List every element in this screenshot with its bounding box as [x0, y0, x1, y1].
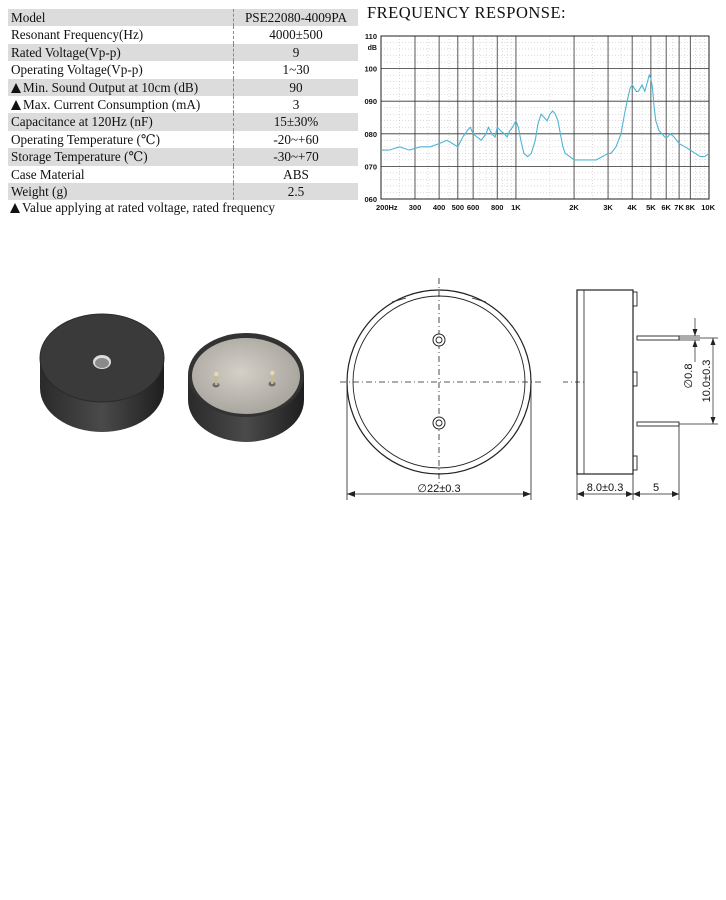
- pin-icon: [637, 336, 679, 340]
- spec-row: [8, 26, 358, 43]
- spec-row: [8, 44, 358, 61]
- spec-row: [8, 113, 358, 130]
- x-tick-label: 500: [451, 203, 465, 212]
- spec-label-cell: [8, 166, 234, 183]
- x-tick-label: 8K: [685, 203, 696, 212]
- spec-value: 15±30%: [234, 113, 359, 130]
- spec-label: Capacitance at 120Hz (nF): [11, 114, 153, 130]
- spec-value: 3: [234, 96, 359, 113]
- x-tick-label: 4K: [627, 203, 637, 212]
- y-tick-label: 080: [364, 129, 377, 139]
- spec-label-cell: [8, 148, 234, 165]
- pin-hole-icon: [433, 417, 445, 429]
- spec-value: 4000±500: [234, 26, 359, 43]
- spec-row: [8, 131, 358, 148]
- product-photos: [30, 300, 320, 460]
- spec-label-cell: [8, 44, 234, 61]
- spec-label-cell: [8, 131, 234, 148]
- front-view-drawing: [330, 272, 550, 507]
- chart-title: FREQUENCY RESPONSE:: [367, 3, 567, 22]
- y-axis-label: dB: [367, 45, 377, 52]
- spec-value: 2.5: [234, 183, 359, 200]
- table-footnote: [10, 200, 275, 216]
- x-tick-label: 1K: [511, 203, 521, 212]
- spec-value: -30~+70: [234, 148, 359, 165]
- x-tick-label: 600: [466, 203, 480, 212]
- side-view-drawing: [555, 272, 725, 507]
- x-tick-label: 3K: [603, 203, 613, 212]
- spec-label: Model: [11, 10, 46, 25]
- warning-triangle-icon: [11, 100, 21, 110]
- x-tick-label: 6K: [661, 203, 671, 212]
- spec-value: PSE22080-4009PA: [234, 9, 359, 26]
- spec-value: 90: [234, 79, 359, 96]
- dimension-diameter: ∅22±0.3: [417, 483, 461, 495]
- spec-label: Rated Voltage(Vp-p): [11, 44, 121, 60]
- spec-label: Storage Temperature (℃): [11, 149, 148, 165]
- spec-label-cell: [8, 9, 234, 26]
- spec-row: [8, 61, 358, 78]
- footnote-text: Value applying at rated voltage, rated frequency: [22, 200, 276, 215]
- spec-row: [8, 96, 358, 113]
- y-tick-label: 110: [364, 32, 377, 41]
- spec-value: ABS: [234, 166, 359, 183]
- response-curve: [381, 75, 709, 160]
- dimension-height: 8.0±0.3: [586, 482, 624, 494]
- spec-row: [8, 166, 358, 183]
- warning-triangle-icon: [10, 203, 20, 213]
- x-tick-label: 200Hz: [376, 203, 398, 212]
- dimension-pin-length: 5: [652, 482, 660, 494]
- chart-axes: [364, 32, 715, 212]
- plot-frame: [381, 36, 709, 199]
- x-tick-label: 300: [408, 203, 422, 212]
- spec-label-cell: [8, 61, 234, 78]
- spec-table-body: [8, 9, 358, 200]
- x-tick-label: 7K: [674, 203, 684, 212]
- spec-label: Min. Sound Output at 10cm (dB): [23, 79, 199, 95]
- spec-value: 9: [234, 44, 359, 61]
- x-tick-label: 800: [490, 203, 504, 212]
- spec-label: Case Material: [11, 166, 85, 182]
- spec-label-cell: [8, 96, 234, 113]
- x-tick-label: 400: [432, 203, 446, 212]
- spec-label-cell: [8, 113, 234, 130]
- spec-label: Weight (g): [11, 184, 68, 200]
- warning-triangle-icon: [11, 83, 21, 93]
- y-tick-label: 060: [364, 195, 377, 204]
- dimension-pin-diameter: ∅0.8: [683, 363, 695, 389]
- x-tick-label: 2K: [569, 203, 579, 212]
- y-tick-label: 070: [364, 162, 377, 172]
- spec-value: -20~+60: [234, 131, 359, 148]
- spec-label: Operating Voltage(Vp-p): [11, 62, 143, 78]
- spec-row: [8, 148, 358, 165]
- spec-row: [8, 9, 358, 26]
- spec-label: Max. Current Consumption (mA): [23, 97, 201, 113]
- spec-label-cell: [8, 79, 234, 96]
- chart-grid: [381, 36, 709, 199]
- spec-label-cell: [8, 183, 234, 200]
- spec-value: 1~30: [234, 61, 359, 78]
- spec-label-cell: [8, 26, 234, 43]
- frequency-response-chart: [355, 26, 720, 218]
- spec-table: [8, 9, 358, 200]
- spec-row: [8, 79, 358, 96]
- pin-hole-icon: [433, 334, 445, 346]
- dimension-pin-spacing: 10.0±0.3: [701, 359, 713, 403]
- buzzer-bottom-photo: [188, 333, 304, 442]
- y-tick-label: 090: [364, 97, 377, 107]
- y-tick-label: 100: [364, 64, 377, 74]
- pin-icon: [637, 422, 679, 426]
- spec-label: Resonant Frequency(Hz): [11, 27, 144, 43]
- spec-label: Operating Temperature (℃): [11, 131, 161, 147]
- spec-row: [8, 183, 358, 200]
- x-tick-label: 10K: [701, 203, 715, 212]
- x-tick-label: 5K: [646, 203, 656, 212]
- buzzer-top-photo: [40, 314, 164, 432]
